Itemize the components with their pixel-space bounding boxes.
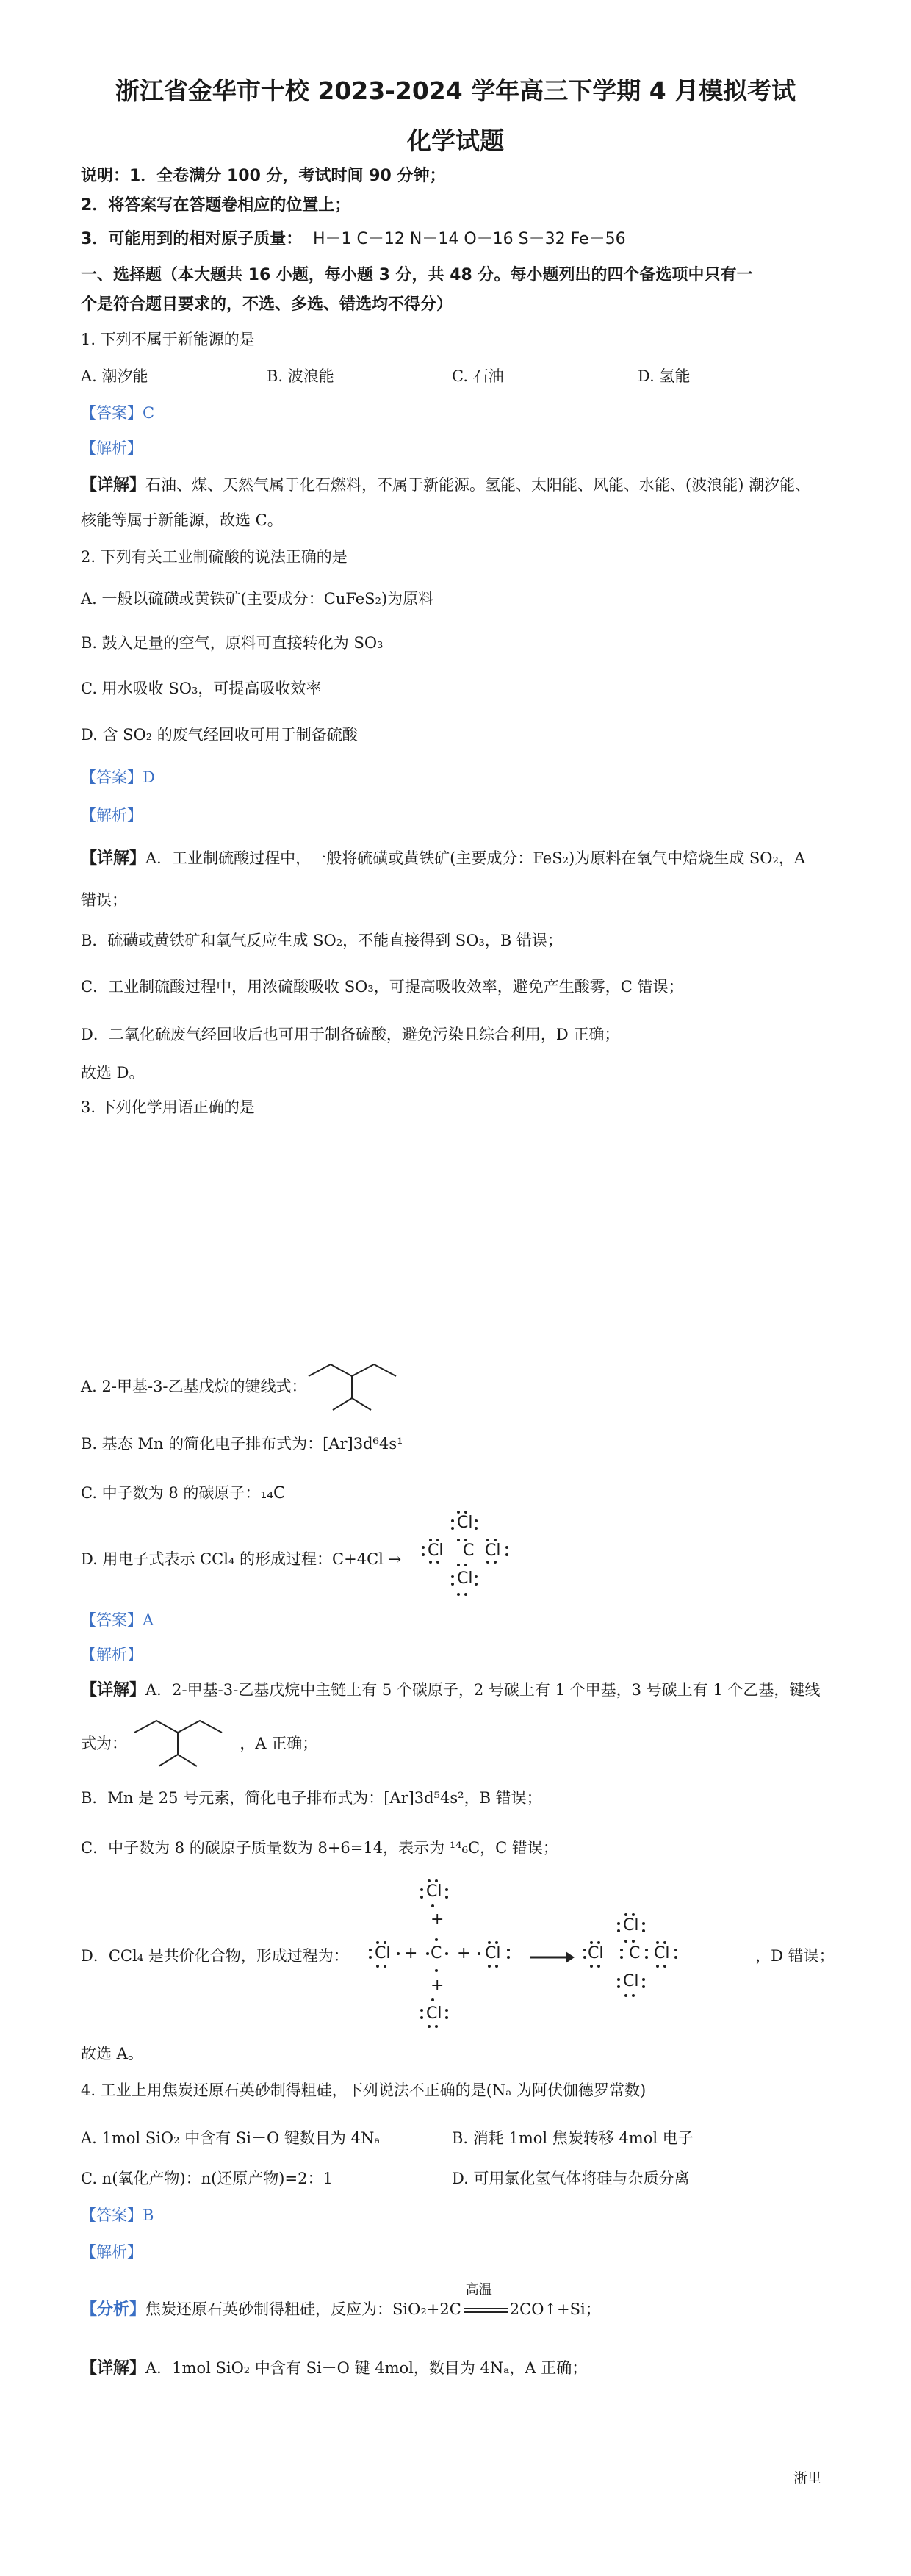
cl-top: Cl (457, 1514, 473, 1532)
note-2: 2．将答案写在答题卷相应的位置上； (81, 196, 351, 215)
formation-cl-left: Cl (375, 1944, 391, 1962)
q2-option-a: A. 一般以硫磺或黄铁矿(主要成分：CuFeS₂)为原料 (81, 590, 434, 608)
q4-option-d: D. 可用氯化氢气体将硅与杂质分离 (452, 2170, 690, 2187)
q2-detail-c: C．工业制硫酸过程中，用浓硫酸吸收 SO₃，可提高吸收效率，避免产生酸雾，C 错误； (81, 978, 684, 996)
lewis-dots (420, 1514, 516, 1602)
page-subtitle: 化学试题 (407, 126, 504, 155)
q2-conclusion: 故选 D。 (81, 1064, 145, 1082)
q4-detail-a-text: A．1mol SiO₂ 中含有 Si－O 键 4mol，数目为 4Nₐ，A 正确； (145, 2359, 588, 2377)
q1-stem: 1. 下列不属于新能源的是 (81, 331, 255, 348)
q1-option-d: D. 氢能 (638, 367, 691, 385)
note-3-values: H－1 C－12 N－14 O－16 S－32 Fe－56 (313, 230, 626, 248)
note-3-label: 3．可能用到的相对原子质量： (81, 230, 303, 248)
q3-skeletal-formula-a (305, 1356, 400, 1414)
product-cl-bottom: Cl (623, 1972, 639, 1990)
q4-fenxi-product: 2CO↑+Si； (509, 2300, 601, 2318)
q2-detail-a1 (81, 847, 805, 870)
note-1: 说明：1．全卷满分 100 分，考试时间 90 分钟； (81, 167, 446, 185)
q3-detail-a2-prefix: 式为： (81, 1735, 127, 1752)
q4-answer: 【答案】B (81, 2206, 154, 2224)
q1-detail-2: 核能等属于新能源，故选 C。 (81, 511, 283, 529)
product-cl-left: Cl (588, 1944, 604, 1962)
formation-plus-top: + (431, 1910, 444, 1929)
q3-conclusion: 故选 A。 (81, 2045, 143, 2062)
q3-detail-b: B．Mn 是 25 号元素，简化电子排布式为：[Ar]3d⁵4s²，B 错误； (81, 1789, 542, 1807)
formation-c: C (431, 1944, 442, 1962)
detail-tag: 【详解】 (81, 476, 146, 494)
q2-stem: 2. 下列有关工业制硫酸的说法正确的是 (81, 548, 348, 566)
q3-detail-a1-text: A．2-甲基-3-乙基戊烷中主链上有 5 个碳原子，2 号碳上有 1 个甲基，3 号碳上有 1 个乙基，键线 (145, 1681, 821, 1699)
formation-plus-right: + (457, 1944, 471, 1962)
q2-detail-a2: 错误； (81, 891, 127, 909)
q4-fenxi-text: 焦炭还原石英砂制得粗硅，反应为：SiO₂+2C (145, 2300, 461, 2318)
detail-tag: 【详解】 (81, 849, 146, 868)
reaction-condition (461, 2282, 510, 2320)
q4-option-a: A. 1mol SiO₂ 中含有 Si－O 键数目为 4Nₐ (81, 2129, 381, 2147)
q4-stem: 4. 工业上用焦炭还原石英砂制得粗硅，下列说法不正确的是(Nₐ 为阿伏伽德罗常数) (81, 2082, 647, 2099)
q4-detail-a (81, 2357, 587, 2380)
q3-detail-d-prefix: D．CCl₄ 是共价化合物，形成过程为： (81, 1947, 349, 1965)
note-3 (81, 228, 626, 251)
q2-detail-d: D．二氧化硫废气经回收后也可用于制备硫酸，避免污染且综合利用，D 正确； (81, 1026, 620, 1043)
q2-detail-b: B．硫磺或黄铁矿和氧气反应生成 SO₂，不能直接得到 SO₃，B 错误； (81, 932, 563, 949)
product-cl-top: Cl (623, 1916, 639, 1935)
formation-dots (367, 1881, 720, 2028)
q3-stem: 3. 下列化学用语正确的是 (81, 1098, 255, 1116)
q1-option-a: A. 潮汐能 (81, 367, 148, 385)
q3-detail-c: C．中子数为 8 的碳原子质量数为 8+6=14，表示为 ¹⁴₆C，C 错误； (81, 1839, 558, 1857)
fenxi-tag: 【分析】 (81, 2300, 146, 2319)
equals-sign (464, 2308, 508, 2313)
q3-detail-a2-suffix: ，A 正确； (240, 1735, 318, 1752)
q4-analysis: 【解析】 (81, 2243, 143, 2261)
q3-skeletal-formula-detail (131, 1712, 226, 1771)
q3-analysis: 【解析】 (81, 1646, 143, 1663)
q1-analysis: 【解析】 (81, 439, 143, 457)
formation-cl-bottom: Cl (426, 2004, 442, 2023)
formation-cl-right: Cl (485, 1944, 501, 1962)
q3-option-c-prefix: C. 中子数为 8 的碳原子： (81, 1484, 261, 1502)
q3-option-c-isotope: ₁₄C (260, 1484, 285, 1503)
q2-option-d: D. 含 SO₂ 的废气经回收可用于制备硫酸 (81, 726, 358, 744)
ccl4-formation-diagram (367, 1881, 720, 2028)
q1-detail-1 (81, 474, 810, 497)
q1-detail-1-text: 石油、煤、天然气属于化石燃料，不属于新能源。氢能、太阳能、风能、水能、(波浪能) 潮汐能、 (145, 476, 811, 494)
condition-label: 高温 (465, 2282, 492, 2298)
q2-option-c: C. 用水吸收 SO₃，可提高吸收效率 (81, 680, 322, 697)
detail-tag: 【详解】 (81, 1681, 146, 1699)
q1-option-b: B. 波浪能 (267, 367, 334, 385)
q3-answer: 【答案】A (81, 1611, 154, 1629)
q3-option-a: A. 2-甲基-3-乙基戊烷的键线式： (81, 1378, 307, 1395)
q2-analysis: 【解析】 (81, 807, 143, 824)
q3-option-d-lewis (420, 1514, 516, 1602)
cl-left: Cl (428, 1541, 444, 1560)
q4-option-c: C. n(氧化产物)：n(还原产物)=2：1 (81, 2170, 333, 2187)
formation-plus-bottom: + (431, 1976, 444, 1995)
carbon: C (463, 1541, 475, 1560)
q2-answer: 【答案】D (81, 769, 155, 786)
section-1-line1: 一、选择题（本大题共 16 小题，每小题 3 分，共 48 分。每小题列出的四个备选项中只有一 (81, 266, 753, 284)
cl-bottom: Cl (457, 1569, 473, 1588)
page-title: 浙江省金华市十校 2023-2024 学年高三下学期 4 月模拟考试 (115, 76, 796, 105)
q2-detail-a1-text: A．工业制硫酸过程中，一般将硫磺或黄铁矿(主要成分：FeS₂)为原料在氧气中焙烧生成 SO₂，A (145, 849, 806, 867)
q3-option-d: D. 用电子式表示 CCl₄ 的形成过程：C+4Cl → (81, 1550, 402, 1568)
formation-cl-top: Cl (426, 1882, 442, 1901)
product-c: C (629, 1944, 641, 1962)
detail-tag: 【详解】 (81, 2359, 146, 2378)
q2-option-b: B. 鼓入足量的空气，原料可直接转化为 SO₃ (81, 634, 384, 652)
q1-answer: 【答案】C (81, 404, 155, 422)
footer-corner: 浙里 (793, 2470, 822, 2486)
q3-detail-d-suffix: ，D 错误； (755, 1947, 835, 1965)
q1-option-c: C. 石油 (452, 367, 504, 385)
q3-detail-a1 (81, 1679, 820, 1702)
q4-option-b: B. 消耗 1mol 焦炭转移 4mol 电子 (452, 2129, 694, 2147)
formation-plus-left: + (404, 1944, 418, 1962)
q3-option-b: B. 基态 Mn 的简化电子排布式为：[Ar]3d⁶4s¹ (81, 1435, 403, 1453)
section-1-line2: 个是符合题目要求的，不选、多选、错选均不得分） (81, 295, 453, 314)
product-cl-right: Cl (654, 1944, 670, 1962)
q3-option-c (81, 1482, 284, 1505)
q4-fenxi (81, 2282, 601, 2321)
cl-right: Cl (485, 1541, 501, 1560)
